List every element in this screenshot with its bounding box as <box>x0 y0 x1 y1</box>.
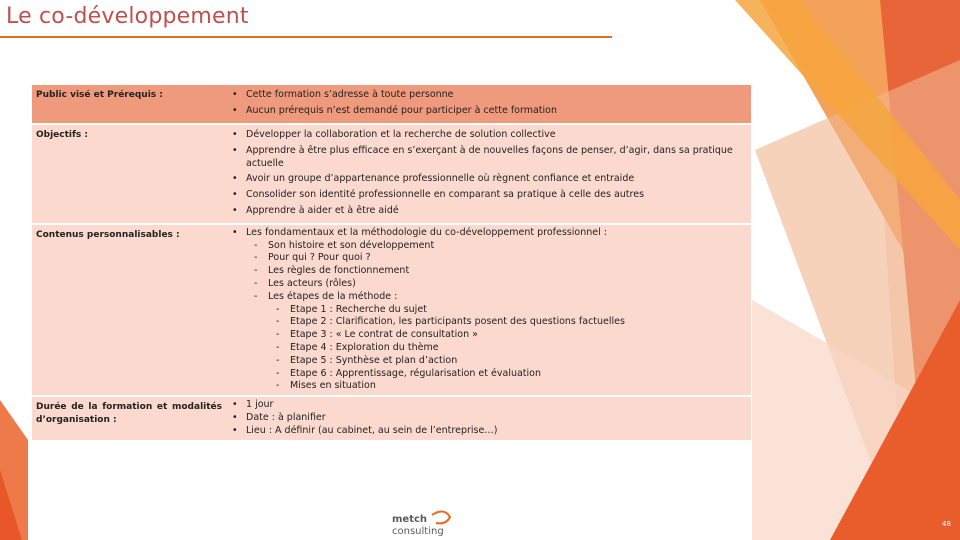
row-content <box>226 124 751 224</box>
sub-list-item <box>252 291 747 393</box>
method-steps-heading: Les étapes de la méthode : <box>268 290 398 302</box>
training-info-table <box>32 85 751 442</box>
table-row <box>32 124 751 224</box>
sub-list-item: - Les acteurs (rôles) <box>252 278 747 291</box>
content-intro: Les fondamentaux et la méthodologie du co-développement professionnel : <box>246 226 607 238</box>
row-label: Objectifs : <box>32 124 226 224</box>
list-item: • Avoir un groupe d’appartenance professionnelle où règnent confiance et entraide <box>230 173 747 186</box>
list-item: • Consolider son identité professionnelle en comparant sa pratique à celle des autres <box>230 189 747 202</box>
list-item: • Cette formation s’adresse à toute personne <box>230 89 747 102</box>
company-logo <box>388 505 468 539</box>
list-item: • Développer la collaboration et la recherche de solution collective <box>230 129 747 142</box>
list-item <box>230 227 747 393</box>
step-item: - Etape 6 : Apprentissage, régularisation et évaluation <box>274 368 747 381</box>
step-item: - Mises en situation <box>274 380 747 393</box>
table-row <box>32 85 751 124</box>
list-item: • 1 jour <box>230 399 747 412</box>
sub-list-item: - Les règles de fonctionnement <box>252 265 747 278</box>
title-underline <box>0 36 612 38</box>
step-item: - Etape 5 : Synthèse et plan d’action <box>274 355 747 368</box>
page-title: Le co-développement <box>6 4 249 29</box>
step-item: - Etape 2 : Clarification, les participants posent des questions factuelles <box>274 316 747 329</box>
page-number: 48 <box>942 520 951 528</box>
logo-text-top: metch <box>392 514 428 525</box>
list-item: • Date : à planifier <box>230 412 747 425</box>
row-content <box>226 396 751 440</box>
row-label: Durée de la formation et modalités d’organisation : <box>32 396 226 440</box>
row-label: Public visé et Prérequis : <box>32 85 226 124</box>
row-content <box>226 85 751 124</box>
logo-text-bottom: consulting <box>392 526 444 537</box>
list-item: • Apprendre à aider et à être aidé <box>230 205 747 218</box>
table-row <box>32 396 751 440</box>
step-item: - Etape 1 : Recherche du sujet <box>274 304 747 317</box>
logo-swoosh-icon <box>432 511 450 523</box>
step-item: - Etape 4 : Exploration du thème <box>274 342 747 355</box>
row-content <box>226 224 751 396</box>
step-item: - Etape 3 : « Le contrat de consultation » <box>274 329 747 342</box>
list-item: • Aucun prérequis n’est demandé pour participer à cette formation <box>230 105 747 118</box>
table-row <box>32 224 751 396</box>
list-item: • Apprendre à être plus efficace en s’exerçant à de nouvelles façons de penser, d’agir, dans sa pratique actuelle <box>230 145 747 171</box>
list-item: • Lieu : A définir (au cabinet, au sein de l’entreprise…) <box>230 425 747 438</box>
sub-list-item: - Pour qui ? Pour quoi ? <box>252 252 747 265</box>
sub-list-item: - Son histoire et son développement <box>252 240 747 253</box>
row-label: Contenus personnalisables : <box>32 224 226 396</box>
